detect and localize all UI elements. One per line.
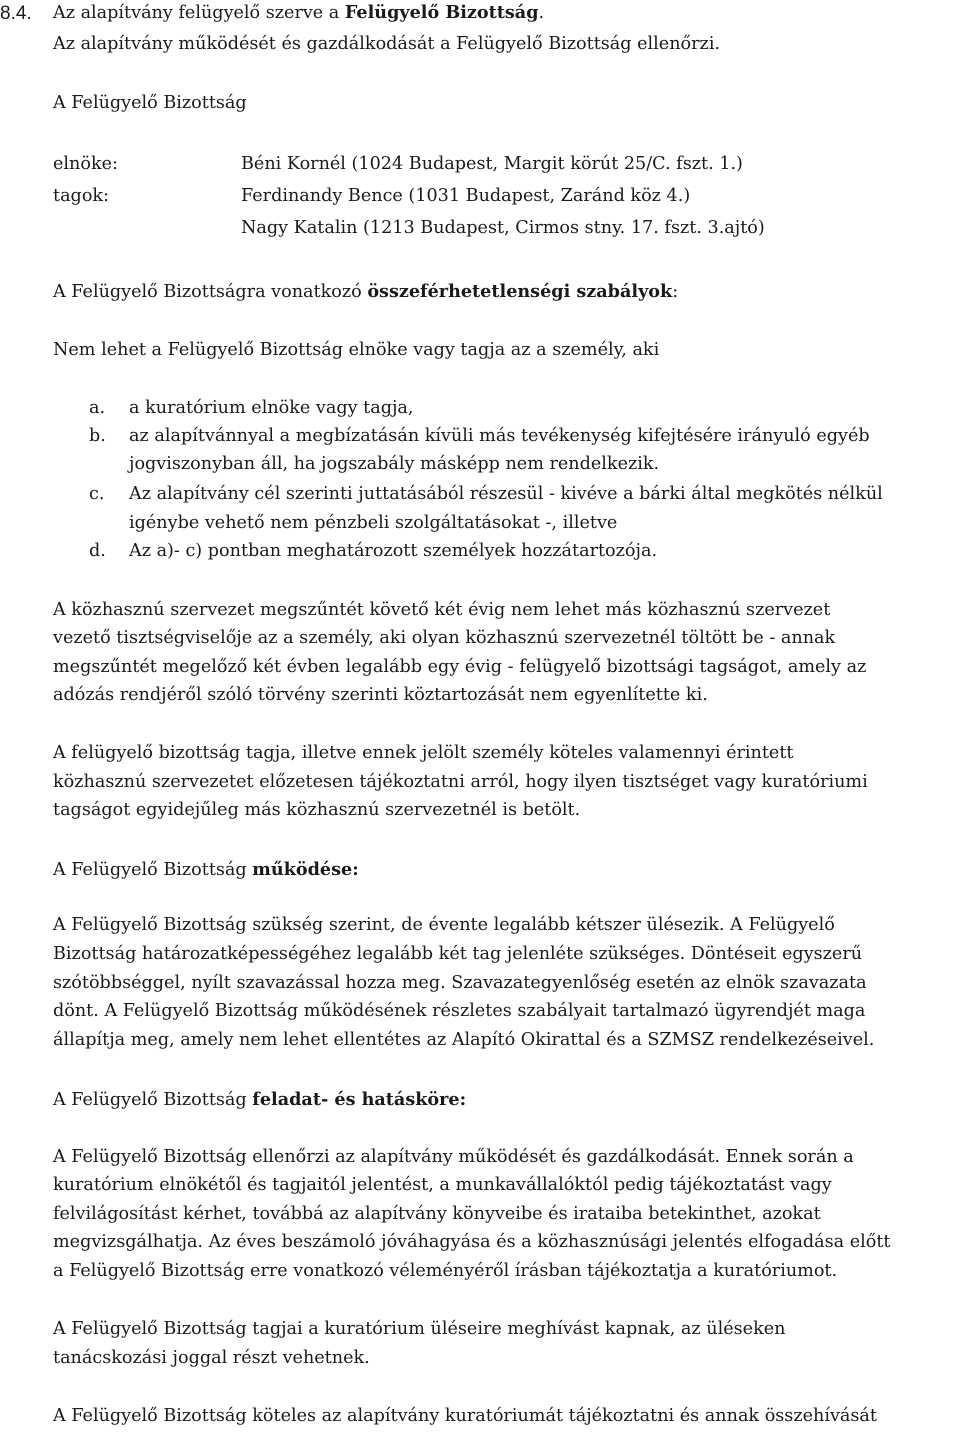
duties-line-4: megvizsgálhatja. Az éves beszámoló jóváhagyása és a közhasznúsági jelentés elfogadása előtt xyxy=(53,1232,891,1252)
operation-heading-bold: működése: xyxy=(252,859,359,880)
incompat-heading xyxy=(53,283,678,302)
duties-line-2: kuratórium elnökétől és tagjaitól jelentést, a munkavállalóktól pedig tájékoztatást vagy xyxy=(53,1175,832,1195)
para3-line-2: tanácskozási joggal részt vehetnek. xyxy=(53,1348,370,1368)
para2-line-2: közhasznú szervezetet előzetesen tájékoztatni arról, hogy ilyen tisztséget vagy kuratóriumi xyxy=(53,772,868,792)
list-item-b-line-2: jogviszonyban áll, ha jogszabály másképp nem rendelkezik. xyxy=(129,454,660,474)
duties-heading-bold: feladat- és hatásköre: xyxy=(252,1089,467,1110)
operation-heading-pre: A Felügyelő Bizottság xyxy=(53,860,253,880)
para1-line-3: megszűntét megelőző két évben legalább egy évig - felügyelő bizottsági tagságot, amely az xyxy=(53,657,867,677)
section-heading-pre: Az alapítvány felügyelő szerve a xyxy=(53,3,345,23)
list-item-d-line-1: Az a)- c) pontban meghatározott személyek hozzátartozója. xyxy=(129,541,658,561)
section-heading-bold: Felügyelő Bizottság xyxy=(344,2,539,23)
member-1: Ferdinandy Bence (1031 Budapest, Zaránd köz 4.) xyxy=(241,186,691,206)
list-item-c-line-2: igénybe vehető nem pénzbeli szolgáltatásokat -, illetve xyxy=(129,513,618,533)
list-item-b-line-1: az alapítvánnyal a megbízatásán kívüli más tevékenység kifejtésére irányuló egyéb xyxy=(129,426,870,446)
operation-line-1: A Felügyelő Bizottság szükség szerint, de évente legalább kétszer ülésezik. A Felügyelő xyxy=(53,915,835,935)
para2-line-3: tagságot egyidejűleg más közhasznú szervezetnél is betölt. xyxy=(53,800,581,820)
operation-line-3: szótöbbséggel, nyílt szavazással hozza meg. Szavazategyenlőség esetén az elnök szavazata xyxy=(53,973,867,993)
duties-heading-pre: A Felügyelő Bizottság xyxy=(53,1090,253,1110)
list-marker-c: c. xyxy=(89,484,105,504)
section-number xyxy=(0,4,32,24)
duties-heading xyxy=(53,1091,466,1110)
operation-line-5: állapítja meg, amely nem lehet ellentétes az Alapító Okirattal és a SZMSZ rendelkezéseivel. xyxy=(53,1030,875,1050)
chair-label: elnöke: xyxy=(53,154,118,174)
incompat-heading-pre: A Felügyelő Bizottságra vonatkozó xyxy=(53,282,368,302)
duties-line-3: felvilágosítást kérhet, továbbá az alapítvány könyveibe és irataiba betekinthet, azokat xyxy=(53,1204,821,1224)
operation-heading xyxy=(53,861,359,880)
section-heading-post: . xyxy=(538,3,545,23)
para3-line-1: A Felügyelő Bizottság tagjai a kuratórium üléseire meghívást kapnak, az üléseken xyxy=(53,1319,786,1339)
para1-line-1: A közhasznú szervezet megszűntét követő két évig nem lehet más közhasznú szervezet xyxy=(53,600,831,620)
para1-line-2: vezető tisztségviselője az a személy, aki olyan közhasznú szervezetnél töltött be - annak xyxy=(53,628,836,648)
list-marker-d: d. xyxy=(89,541,106,561)
incompat-heading-post: : xyxy=(672,282,679,302)
incompat-lead: Nem lehet a Felügyelő Bizottság elnöke vagy tagja az a személy, aki xyxy=(53,340,660,360)
section-heading xyxy=(53,4,544,23)
duties-line-1: A Felügyelő Bizottság ellenőrzi az alapítvány működését és gazdálkodását. Ennek során a xyxy=(53,1147,854,1167)
para4-line-1: A Felügyelő Bizottság köteles az alapítvány kuratóriumát tájékoztatni és annak összehívását xyxy=(53,1406,877,1426)
section-intro: Az alapítvány működését és gazdálkodását a Felügyelő Bizottság ellenőrzi. xyxy=(53,34,721,54)
list-marker-a: a. xyxy=(89,398,106,418)
duties-line-5: a Felügyelő Bizottság erre vonatkozó véleményéről írásban tájékoztatja a kuratóriumot. xyxy=(53,1261,838,1281)
chair-value: Béni Kornél (1024 Budapest, Margit körút 25/C. fszt. 1.) xyxy=(241,154,743,174)
list-item-a-line-1: a kuratórium elnöke vagy tagja, xyxy=(129,398,414,418)
member-2: Nagy Katalin (1213 Budapest, Cirmos stny. 17. fszt. 3.ajtó) xyxy=(241,218,765,238)
incompat-heading-bold: összeférhetetlenségi szabályok xyxy=(367,281,673,302)
operation-line-4: dönt. A Felügyelő Bizottság működésének részletes szabályait tartalmazó ügyrendjét maga xyxy=(53,1001,866,1021)
operation-line-2: Bizottság határozatképességéhez legalább két tag jelenléte szükséges. Döntéseit egyszerű xyxy=(53,944,863,964)
list-item-c-line-1: Az alapítvány cél szerinti juttatásából részesül - kivéve a bárki által megkötés nélkül xyxy=(129,484,883,504)
list-marker-b: b. xyxy=(89,426,106,446)
para1-line-4: adózás rendjéről szóló törvény szerinti köztartozását nem egyenlítette ki. xyxy=(53,685,708,705)
para2-line-1: A felügyelő bizottság tagja, illetve ennek jelölt személy köteles valamennyi érintett xyxy=(53,743,794,763)
section-number-text: 8.4. xyxy=(0,3,32,24)
board-title: A Felügyelő Bizottság xyxy=(53,93,247,113)
members-label: tagok: xyxy=(53,186,110,206)
